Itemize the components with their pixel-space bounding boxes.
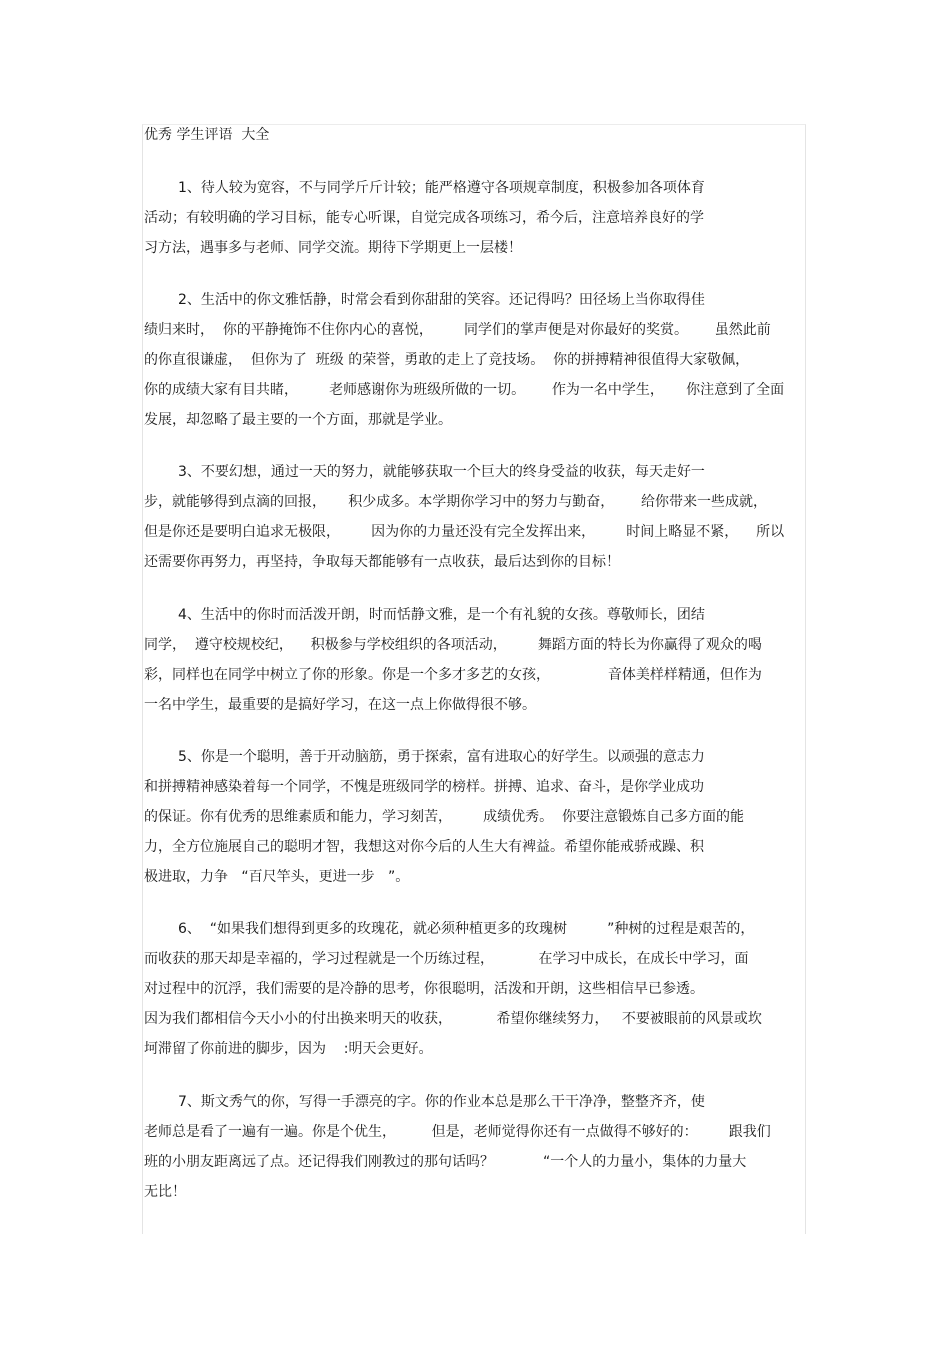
paragraph-7-line-3: 班的小朋友距离远了点。还记得我们刚教过的那句话吗？ “一个人的力量小，集体的力量大	[144, 1154, 747, 1170]
paragraph-4-line-1: 4、生活中的你时而活泼开朗，时而恬静文雅，是一个有礼貌的女孩。尊敬师长，团结	[178, 607, 705, 623]
paragraph-6-line-1: 6、 “如果我们想得到更多的玫瑰花，就必须种植更多的玫瑰树 ”种树的过程是艰苦的，	[178, 921, 755, 937]
paragraph-1-line-2: 活动；有较明确的学习目标，能专心听课，自觉完成各项练习，希今后，注意培养良好的学	[144, 210, 704, 226]
paragraph-2-line-4: 你的成绩大家有目共睹， 老师感谢你为班级所做的一切。 作为一名中学生， 你注意到了全面	[144, 382, 785, 398]
paragraph-2-line-2: 绩归来时， 你的平静掩饰不住你内心的喜悦， 同学们的掌声便是对你最好的奖赏。 虽然此前	[144, 322, 771, 338]
paragraph-6-line-4: 因为我们都相信今天小小的付出换来明天的收获， 希望你继续努力， 不要被眼前的风景或坎	[144, 1011, 762, 1027]
paragraph-5-line-5: 极进取，力争 “百尺竿头，更进一步 ”。	[144, 869, 410, 885]
paragraph-3-line-3: 但是你还是要明白追求无极限， 因为你的力量还没有完全发挥出来， 时间上略显不紧， 所以	[144, 524, 785, 540]
paragraph-4-line-3: 彩，同样也在同学中树立了你的形象。你是一个多才多艺的女孩， 音体美样样精通，但作为	[144, 667, 762, 683]
document-title: 优秀 学生评语 大全	[144, 127, 270, 143]
paragraph-2-line-1: 2、生活中的你文雅恬静，时常会看到你甜甜的笑容。还记得吗？田径场上当你取得佳	[178, 292, 705, 308]
paragraph-6-line-5: 坷滞留了你前进的脚步，因为 :明天会更好。	[144, 1041, 433, 1057]
paragraph-3-line-1: 3、不要幻想，通过一天的努力，就能够获取一个巨大的终身受益的收获，每天走好一	[178, 464, 705, 480]
paragraph-5-line-4: 力，全方位施展自己的聪明才智，我想这对你今后的人生大有裨益。希望你能戒骄戒躁、积	[144, 839, 704, 855]
paragraph-5-line-2: 和拼搏精神感染着每一个同学，不愧是班级同学的榜样。拼搏、追求、奋斗，是你学业成功	[144, 779, 704, 795]
paragraph-6-line-2: 而收获的那天却是幸福的，学习过程就是一个历练过程， 在学习中成长，在成长中学习，面	[144, 951, 749, 967]
paragraph-6-line-3: 对过程中的沉浮，我们需要的是冷静的思考，你很聪明，活泼和开朗，这些相信早已参透。	[144, 981, 704, 997]
paragraph-2-line-3: 的你直很谦虚， 但你为了 班级 的荣誉，勇敢的走上了竞技场。 你的拼搏精神很值得大家敬佩，	[144, 352, 750, 368]
paragraph-1-line-3: 习方法，遇事多与老师、同学交流。期待下学期更上一层楼！	[144, 240, 522, 256]
paragraph-3-line-4: 还需要你再努力，再坚持，争取每天都能够有一点收获，最后达到你的目标！	[144, 554, 620, 570]
paragraph-5-line-1: 5、你是一个聪明，善于开动脑筋，勇于探索，富有进取心的好学生。以顽强的意志力	[178, 749, 705, 765]
paragraph-7-line-1: 7、斯文秀气的你，写得一手漂亮的字。你的作业本总是那么干干净净，整整齐齐，使	[178, 1094, 705, 1110]
paragraph-2-line-5: 发展，却忽略了最主要的一个方面，那就是学业。	[144, 412, 452, 428]
paragraph-3-line-2: 步，就能够得到点滴的回报， 积少成多。本学期你学习中的努力与勤奋， 给你带来一些成就，	[144, 494, 767, 510]
paragraph-7-line-4: 无比！	[144, 1184, 186, 1200]
paragraph-4-line-2: 同学， 遵守校规校纪， 积极参与学校组织的各项活动， 舞蹈方面的特长为你赢得了观众的喝	[144, 637, 762, 653]
paragraph-5-line-3: 的保证。你有优秀的思维素质和能力，学习刻苦， 成绩优秀。 你要注意锻炼自己多方面的能	[144, 809, 745, 825]
paragraph-4-line-4: 一名中学生，最重要的是搞好学习，在这一点上你做得很不够。	[144, 697, 536, 713]
paragraph-7-line-2: 老师总是看了一遍有一遍。你是个优生， 但是，老师觉得你还有一点做得不够好的： 跟我们	[144, 1124, 771, 1140]
paragraph-1-line-1: 1、待人较为宽容，不与同学斤斤计较；能严格遵守各项规章制度，积极参加各项体育	[178, 180, 705, 196]
